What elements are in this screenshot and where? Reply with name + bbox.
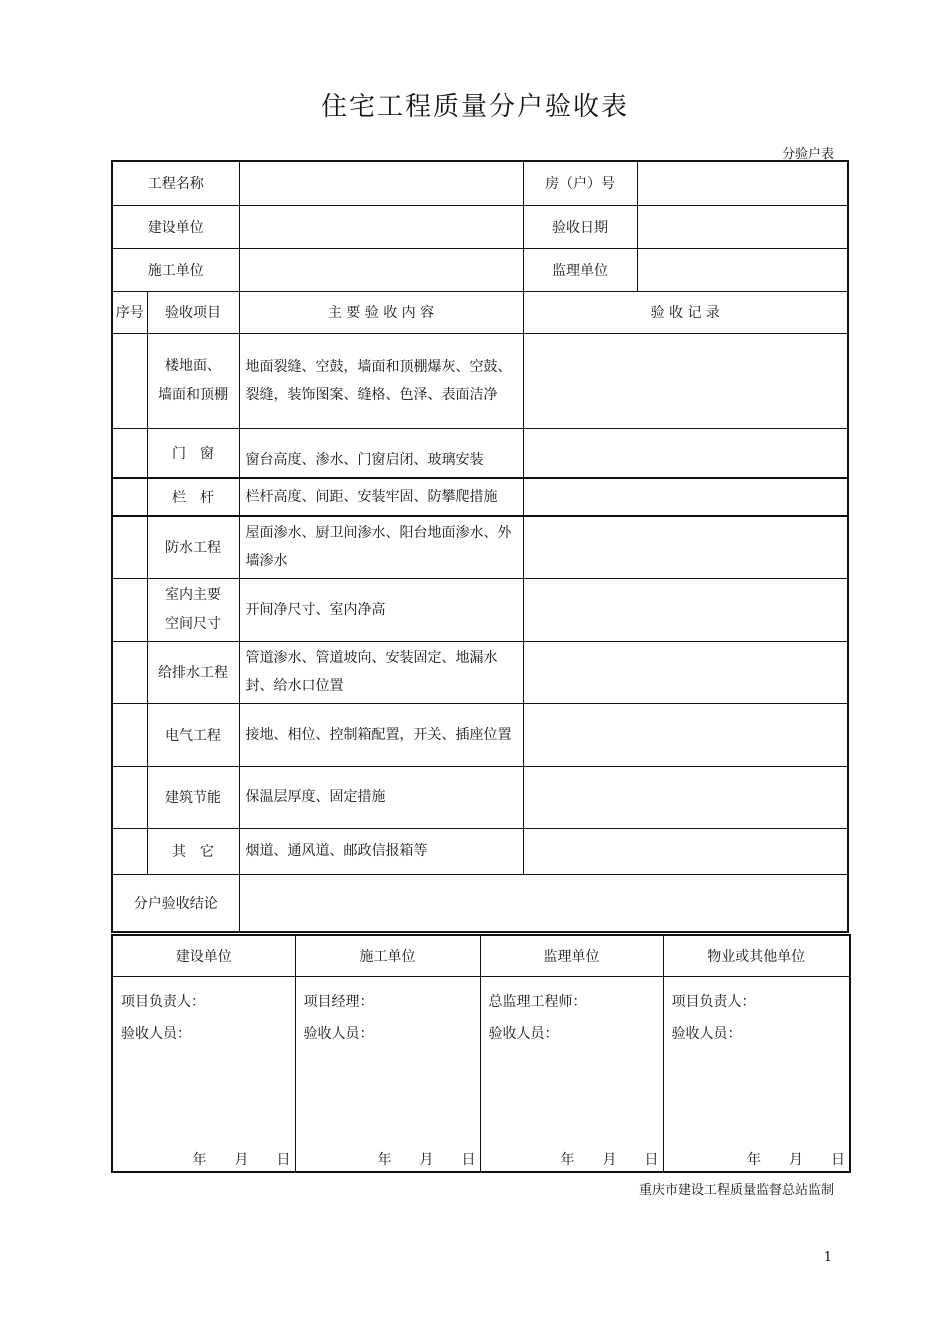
record-cell[interactable] <box>523 641 848 703</box>
record-header: 验 收 记 录 <box>523 291 848 333</box>
record-cell[interactable] <box>523 428 848 478</box>
signoff-line-responsible: 项目负责人： <box>671 994 756 1010</box>
item-content: 管道渗水、管道坡向、安装固定、地漏水封、给水口位置 <box>239 641 523 703</box>
record-cell[interactable] <box>523 333 848 428</box>
signoff-date: 年 月 日 <box>747 1152 845 1168</box>
signoff-line-inspectors: 验收人员： <box>303 1026 374 1042</box>
conclusion-row <box>112 874 848 932</box>
item-content: 栏杆高度、间距、安装牢固、防攀爬措施 <box>239 478 523 516</box>
house-no-value[interactable] <box>637 161 848 205</box>
seq-cell <box>112 828 147 874</box>
inspection-row <box>112 828 848 874</box>
record-cell[interactable] <box>523 766 848 828</box>
project-name-value[interactable] <box>239 161 523 205</box>
signoff-line-inspectors: 验收人员： <box>671 1026 742 1042</box>
record-cell[interactable] <box>523 578 848 641</box>
item-name: 其 它 <box>147 828 239 874</box>
signoff-unit-header: 建设单位 <box>112 935 295 977</box>
signoff-cell[interactable] <box>480 977 663 1173</box>
constructor-label: 施工单位 <box>112 248 239 291</box>
acceptance-table <box>111 160 849 933</box>
page-number: 1 <box>823 1250 832 1265</box>
signoff-cell[interactable] <box>663 977 850 1173</box>
accept-date-value[interactable] <box>637 205 848 248</box>
signoff-line-inspectors: 验收人员： <box>488 1026 559 1042</box>
item-content: 屋面渗水、厨卫间渗水、阳台地面渗水、外墙渗水 <box>239 516 523 578</box>
item-content: 地面裂缝、空鼓，墙面和顶棚爆灰、空鼓、裂缝，装饰图案、缝格、色泽、表面洁净 <box>239 333 523 428</box>
signoff-unit-header: 物业或其他单位 <box>663 935 850 977</box>
row-builder <box>112 205 848 248</box>
item-name: 室内主要 空间尺寸 <box>147 578 239 641</box>
footer-org: 重庆市建设工程质量监督总站监制 <box>638 1183 834 1198</box>
signoff-body-row <box>112 977 850 1173</box>
record-cell[interactable] <box>523 828 848 874</box>
seq-cell <box>112 516 147 578</box>
item-content: 接地、相位、控制箱配置，开关、插座位置 <box>239 703 523 766</box>
item-name: 楼地面、 墙面和顶棚 <box>147 333 239 428</box>
signoff-header-row <box>112 935 850 977</box>
row-project-name <box>112 161 848 205</box>
signoff-table <box>111 934 851 1173</box>
constructor-value[interactable] <box>239 248 523 291</box>
item-content: 窗台高度、渗水、门窗启闭、玻璃安装 <box>239 428 523 478</box>
inspection-row <box>112 428 848 478</box>
item-header: 验收项目 <box>147 291 239 333</box>
form-code: 分验户表 <box>781 147 834 162</box>
signoff-date: 年 月 日 <box>377 1152 476 1168</box>
inspection-row <box>112 578 848 641</box>
item-name: 电气工程 <box>147 703 239 766</box>
signoff-unit-header: 监理单位 <box>480 935 663 977</box>
builder-label: 建设单位 <box>112 205 239 248</box>
conclusion-value[interactable] <box>239 874 848 932</box>
accept-date-label: 验收日期 <box>523 205 637 248</box>
supervisor-value[interactable] <box>637 248 848 291</box>
signoff-line-responsible: 项目负责人： <box>121 994 205 1010</box>
item-name: 防水工程 <box>147 516 239 578</box>
signoff-cell[interactable] <box>295 977 480 1173</box>
column-header-row <box>112 291 848 333</box>
seq-cell <box>112 478 147 516</box>
row-constructor <box>112 248 848 291</box>
signoff-cell[interactable] <box>112 977 295 1173</box>
record-cell[interactable] <box>523 478 848 516</box>
project-name-label: 工程名称 <box>112 161 239 205</box>
signoff-line-responsible: 项目经理： <box>303 994 374 1010</box>
inspection-row <box>112 641 848 703</box>
signoff-date: 年 月 日 <box>192 1152 291 1168</box>
inspection-row <box>112 766 848 828</box>
inspection-row <box>112 516 848 578</box>
seq-header: 序号 <box>112 291 147 333</box>
seq-cell <box>112 428 147 478</box>
seq-cell <box>112 578 147 641</box>
item-name: 建筑节能 <box>147 766 239 828</box>
signoff-date: 年 月 日 <box>560 1152 659 1168</box>
seq-cell <box>112 703 147 766</box>
item-name: 门 窗 <box>147 428 239 478</box>
conclusion-label: 分户验收结论 <box>112 874 239 932</box>
inspection-row <box>112 478 848 516</box>
item-content: 开间净尺寸、室内净高 <box>239 578 523 641</box>
builder-value[interactable] <box>239 205 523 248</box>
item-name: 给排水工程 <box>147 641 239 703</box>
supervisor-label: 监理单位 <box>523 248 637 291</box>
house-no-label: 房（户）号 <box>523 161 637 205</box>
seq-cell <box>112 641 147 703</box>
record-cell[interactable] <box>523 703 848 766</box>
content-header: 主 要 验 收 内 容 <box>239 291 523 333</box>
item-content: 保温层厚度、固定措施 <box>239 766 523 828</box>
inspection-row <box>112 333 848 428</box>
seq-cell <box>112 766 147 828</box>
item-name: 栏 杆 <box>147 478 239 516</box>
page-title: 住宅工程质量分户验收表 <box>320 92 629 122</box>
signoff-line-responsible: 总监理工程师： <box>488 994 587 1010</box>
record-cell[interactable] <box>523 516 848 578</box>
signoff-line-inspectors: 验收人员： <box>121 1026 191 1042</box>
inspection-row <box>112 703 848 766</box>
item-content: 烟道、通风道、邮政信报箱等 <box>239 828 523 874</box>
seq-cell <box>112 333 147 428</box>
signoff-unit-header: 施工单位 <box>295 935 480 977</box>
